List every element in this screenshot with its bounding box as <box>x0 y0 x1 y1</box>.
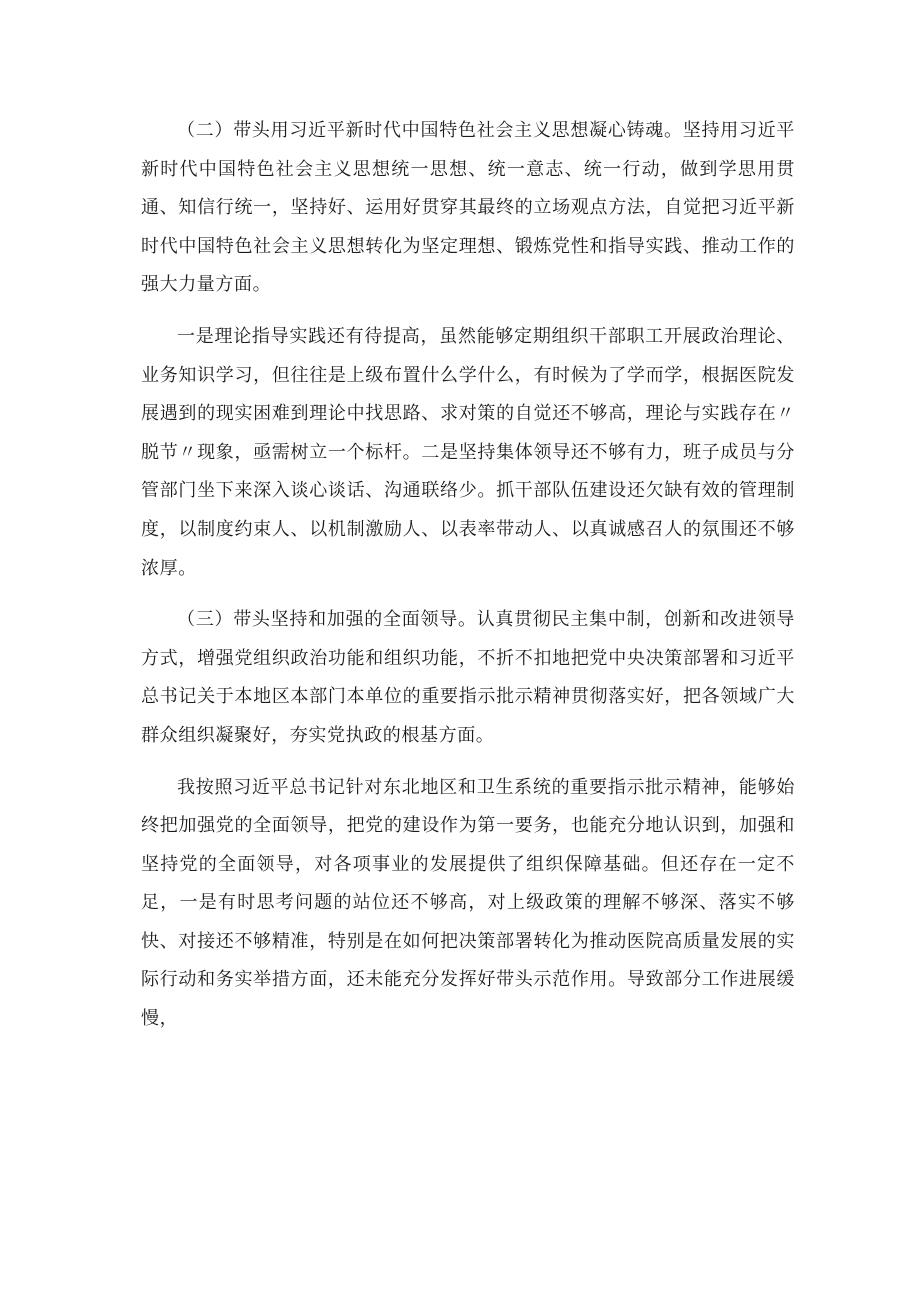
paragraph-section-three-heading: （三）带头坚持和加强的全面领导。认真贯彻民主集中制，创新和改进领导方式，增强党组织政治功能和组织功能，不折不扣地把党中央决策部署和习近平总书记关于本地区本部门本单位的重要指示批示精神贯彻落实好，把各领域广大群众组织凝聚好，夯实党执政的根基方面。 <box>141 609 795 746</box>
paragraph-leadership-shortcomings: 我按照习近平总书记针对东北地区和卫生系统的重要指示批示精神，能够始终把加强党的全面领导，把党的建设作为第一要务，也能充分地认识到，加强和坚持党的全面领导，对各项事业的发展提供了组织保障基础。但还存在一定不足，一是有时思考问题的站位还不够高，对上级政策的理解不够深、落实不够快、对接还不够精准，特别是在如何把决策部署转化为推动医院高质量发展的实际行动和务实举措方面，还未能充分发挥好带头示范作用。导致部分工作进展缓慢， <box>141 776 795 1030</box>
paragraph-theory-practice: 一是理论指导实践还有待提高，虽然能够定期组织干部职工开展政治理论、业务知识学习，但往往是上级布置什么学什么，有时候为了学而学，根据医院发展遇到的现实困难到理论中找思路、求对策的自觉还不够高，理论与实践存在〃脱节〃现象，亟需树立一个标杆。二是坚持集体领导还不够有力，班子成员与分管部门坐下来深入谈心谈话、沟通联络少。抓干部队伍建设还欠缺有效的管理制度，以制度约束人、以机制激励人、以表率带动人、以真诚感召人的氛围还不够浓厚。 <box>141 325 795 579</box>
document-body <box>141 112 795 1039</box>
paragraph-section-two-heading: （二）带头用习近平新时代中国特色社会主义思想凝心铸魂。坚持用习近平新时代中国特色社会主义思想统一思想、统一意志、统一行动，做到学思用贯通、知信行统一，坚持好、运用好贯穿其最终的立场观点方法，自觉把习近平新时代中国特色社会主义思想转化为坚定理想、锻炼党性和指导实践、推动工作的强大力量方面。 <box>141 120 795 296</box>
